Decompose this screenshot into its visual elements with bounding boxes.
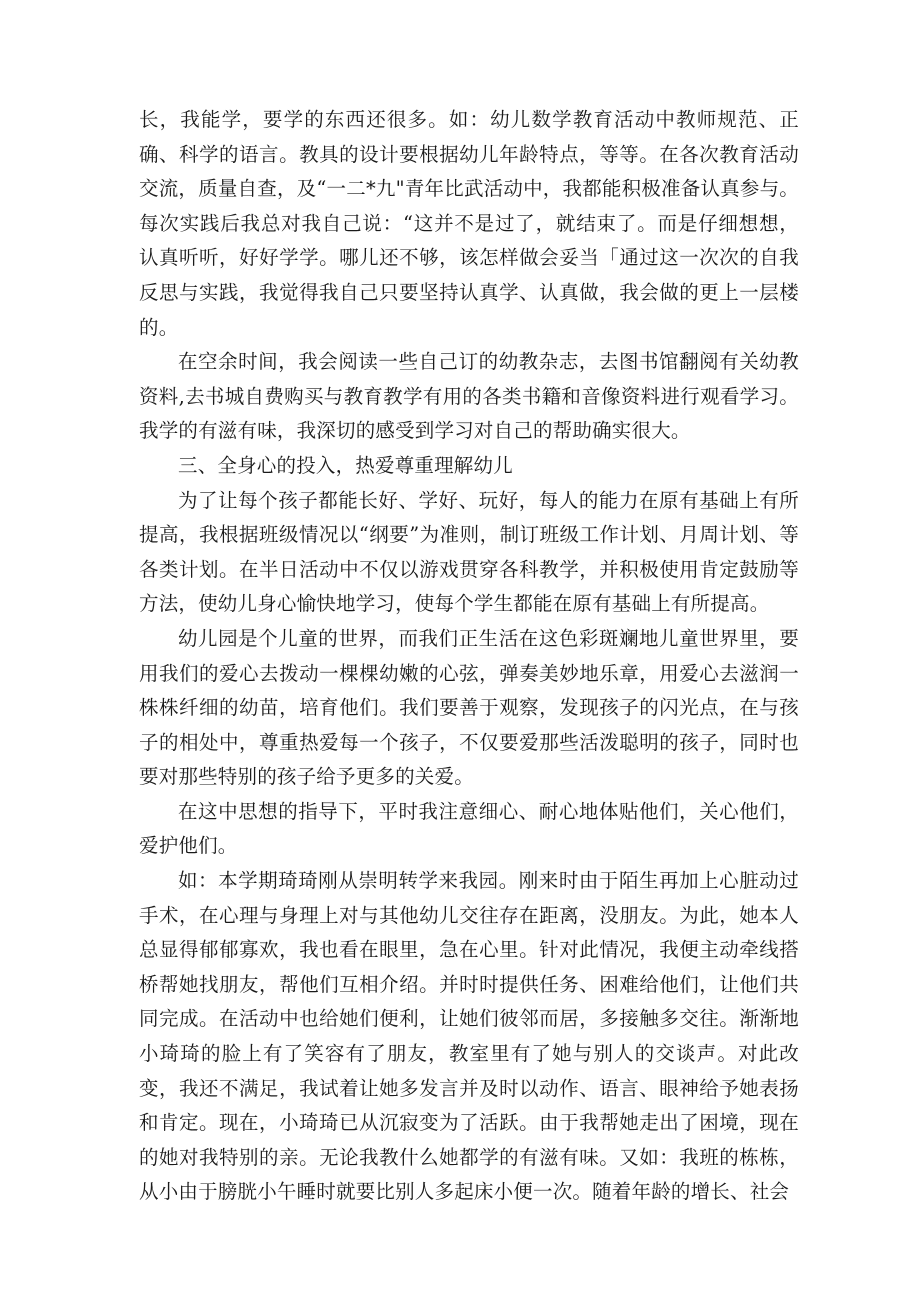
document-page xyxy=(139,103,799,1210)
paragraph-1: 长，我能学，要学的东西还很多。如：幼儿数学教育活动中教师规范、正确、科学的语言。教具的设计要根据幼儿年龄特点，等等。在各次教育活动交流，质量自查，及“一二*九"青年比武活动中，我都能积极准备认真参与。每次实践后我总对我自己说：“这并不是过了，就结束了。而是仔细想想，认真听听，好好学学。哪儿还不够，该怎样做会妥当「通过这一次次的自我反思与实践，我觉得我自己只要坚持认真学、认真做，我会做的更上一层楼的。 xyxy=(139,108,799,339)
section-heading: 三、全身心的投入，热爱尊重理解幼儿 xyxy=(178,453,513,477)
paragraph-3: 为了让每个孩子都能长好、学好、玩好，每人的能力在原有基础上有所提高，我根据班级情况以“纲要”为准则，制订班级工作计划、月周计划、等各类计划。在半日活动中不仅以游戏贯穿各科教学，并积极使用肯定鼓励等方法，使幼儿身心愉快地学习，使每个学生都能在原有基础上有所提高。 xyxy=(139,488,799,616)
paragraph-2: 在空余时间，我会阅读一些自己订的幼教杂志，去图书馆翻阅有关幼教资料,去书城自费购买与教育教学有用的各类书籍和音像资料进行观看学习。我学的有滋有味，我深切的感受到学习对自己的帮助确实很大。 xyxy=(139,350,799,443)
paragraph-4: 幼儿园是个儿童的世界，而我们正生活在这色彩斑斓地儿童世界里，要用我们的爱心去拨动一棵棵幼嫩的心弦，弹奏美妙地乐章，用爱心去滋润一株株纤细的幼苗，培育他们。我们要善于观察，发现孩子的闪光点，在与孩子的相处中，尊重热爱每一个孩子，不仅要爱那些活泼聪明的孩子，同时也要对那些特别的孩子给予更多的关爱。 xyxy=(139,626,799,789)
paragraph-5: 在这中思想的指导下，平时我注意细心、耐心地体贴他们，关心他们，爱护他们。 xyxy=(139,799,799,858)
paragraph-6: 如：本学期琦琦刚从崇明转学来我园。刚来时由于陌生再加上心脏动过手术，在心理与身理上对与其他幼儿交往存在距离，没朋友。为此，她本人总显得郁郁寡欢，我也看在眼里，急在心里。针对此情况，我便主动牵线搭桥帮她找朋友，帮他们互相介绍。并时时提供任务、困难给他们，让他们共同完成。在活动中也给她们便利，让她们彼邻而居，多接触多交往。渐渐地小琦琦的脸上有了笑容有了朋友，教室里有了她与别人的交谈声。对此改变，我还不满足，我试着让她多发言并及时以动作、语言、眼神给予她表扬和肯定。现在，小琦琦已从沉寂变为了活跃。由于我帮她走出了困境，现在的她对我特别的亲。无论我教什么她都学的有滋有味。又如：我班的栋栋，从小由于膀胱小午睡时就要比别人多起床小便一次。随着年龄的增长、社会 xyxy=(139,869,799,1204)
